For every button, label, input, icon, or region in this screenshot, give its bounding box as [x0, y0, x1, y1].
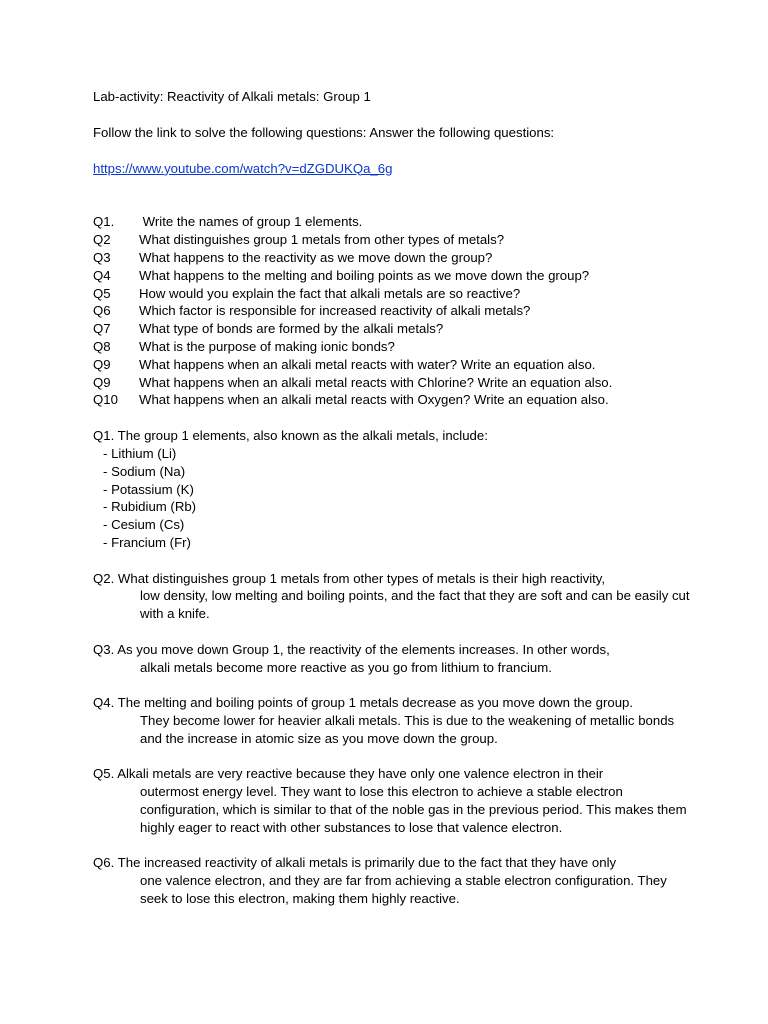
question-text: What is the purpose of making ionic bonds? [139, 338, 395, 354]
question-number: Q5 [93, 285, 111, 301]
answer-lead: Q4. The melting and boiling points of group 1 metals decrease as you move down the group. [93, 695, 634, 711]
document-title: Lab-activity: Reactivity of Alkali metals: Group 1 [93, 89, 371, 104]
question-item [93, 267, 693, 285]
question-item [93, 391, 693, 409]
answer-body: outermost energy level. They want to lose this electron to achieve a stable electron configuration, which is similar to that of the noble gas in the previous period. This makes them highly eager to react with other substances to lose that valence electron. [140, 784, 687, 835]
answer-body: They become lower for heavier alkali metals. This is due to the weakening of metallic bonds and the increase in atomic size as you move down the group. [140, 712, 675, 746]
question-number: Q4 [93, 267, 111, 283]
instructions-text: Follow the link to solve the following questions: Answer the following questions: [93, 124, 555, 140]
question-item [93, 338, 693, 356]
element-item: - Lithium (Li) [103, 445, 693, 463]
element-item: - Cesium (Cs) [103, 516, 693, 534]
answer-lead: Q5. Alkali metals are very reactive because they have only one valence electron in their [93, 766, 604, 782]
element-item: - Sodium (Na) [103, 463, 693, 481]
question-number: Q9 [93, 374, 111, 390]
answer-q2 [93, 570, 693, 623]
question-item [93, 356, 693, 374]
question-text: What happens to the melting and boiling points as we move down the group? [139, 267, 590, 283]
element-item: - Francium (Fr) [103, 534, 693, 552]
question-text: What type of bonds are formed by the alkali metals? [139, 321, 444, 337]
answer-lead: Q1. The group 1 elements, also known as the alkali metals, include: [93, 428, 488, 444]
youtube-link[interactable]: https://www.youtube.com/watch?v=dZGDUKQa_6g [93, 160, 393, 176]
answer-body: alkali metals become more reactive as you go from lithium to francium. [140, 659, 552, 675]
question-number: Q1. [93, 214, 115, 230]
document-page [93, 88, 693, 925]
answer-q1 [93, 427, 693, 552]
question-number: Q7 [93, 321, 111, 337]
question-text: Which factor is responsible for increased reactivity of alkali metals? [139, 303, 531, 319]
question-text: What happens when an alkali metal reacts with Chlorine? Write an equation also. [139, 374, 613, 390]
question-text: What happens when an alkali metal reacts with Oxygen? Write an equation also. [139, 392, 609, 408]
question-number: Q10 [93, 392, 118, 408]
question-text: What distinguishes group 1 metals from other types of metals? [139, 232, 505, 248]
question-number: Q8 [93, 338, 111, 354]
element-item: - Rubidium (Rb) [103, 498, 693, 516]
answer-lead: Q3. As you move down Group 1, the reactivity of the elements increases. In other words, [93, 641, 610, 657]
question-text: What happens to the reactivity as we move down the group? [139, 249, 493, 265]
question-item [93, 249, 693, 267]
answer-q5 [93, 765, 693, 836]
element-item: - Potassium (K) [103, 481, 693, 499]
question-item [93, 302, 693, 320]
answer-section [93, 427, 693, 908]
answer-body: one valence electron, and they are far from achieving a stable electron configuration. They seek to lose this electron, making them highly reactive. [140, 873, 667, 906]
answer-lead: Q2. What distinguishes group 1 metals from other types of metals is their high reactivity, [93, 570, 606, 586]
question-item [93, 285, 693, 303]
answer-q3 [93, 641, 693, 677]
question-item [93, 374, 693, 392]
answer-q4 [93, 694, 693, 747]
answer-body: low density, low melting and boiling points, and the fact that they are soft and can be easily cut with a knife. [140, 588, 690, 622]
question-item [93, 213, 693, 231]
question-number: Q6 [93, 303, 111, 319]
question-item [93, 320, 693, 338]
question-number: Q3 [93, 249, 111, 265]
question-number: Q9 [93, 356, 111, 372]
question-text: What happens when an alkali metal reacts with water? Write an equation also. [139, 356, 596, 372]
answer-lead: Q6. The increased reactivity of alkali metals is primarily due to the fact that they have only [93, 855, 617, 871]
question-text: How would you explain the fact that alkali metals are so reactive? [139, 285, 521, 301]
question-list [93, 213, 693, 409]
question-item [93, 231, 693, 249]
question-text: Write the names of group 1 elements. [139, 214, 363, 230]
element-list [93, 445, 693, 552]
question-number: Q2 [93, 232, 111, 248]
answer-q6 [93, 854, 693, 907]
